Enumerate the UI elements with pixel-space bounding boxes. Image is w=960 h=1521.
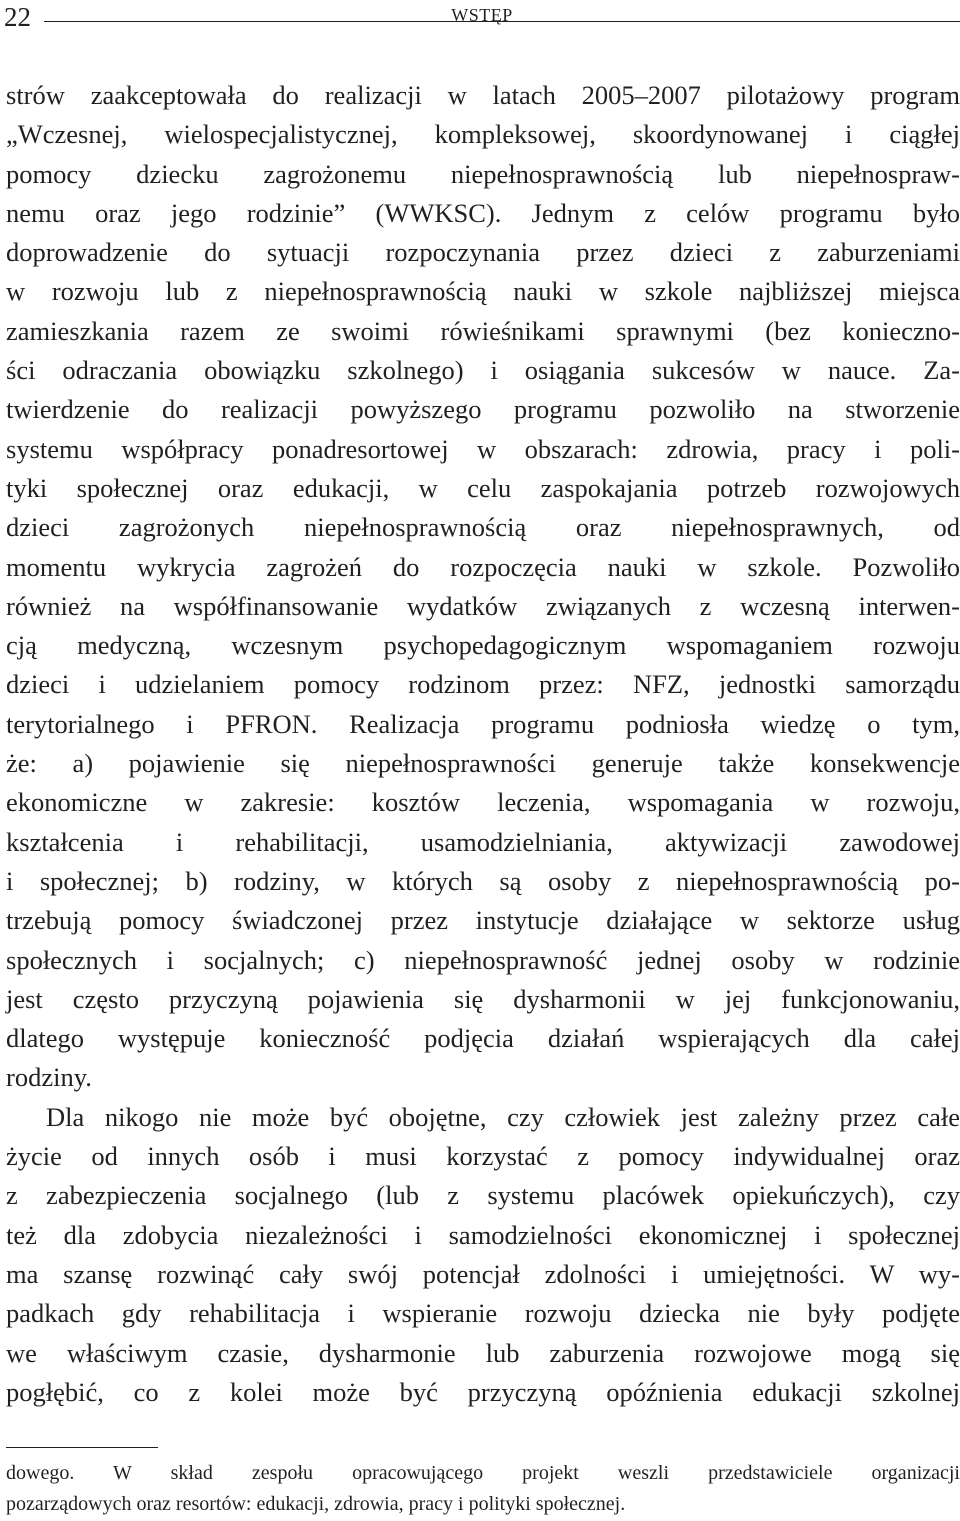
text-line: doprowadzenie do sytuacji rozpoczynania przez dzieci z zaburzeniami xyxy=(6,237,960,268)
text-line: strów zaakceptowała do realizacji w latach 2005–2007 pilotażowy program xyxy=(6,80,960,110)
footnote xyxy=(6,1458,960,1520)
text-line: też dla zdobycia niezależności i samodzielności ekonomicznej i społecznej xyxy=(6,1219,960,1250)
text-line: również na współfinansowanie wydatków związanych z wczesną interwen- xyxy=(6,590,960,621)
text-line: ści odraczania obowiązku szkolnego) i osiągania sukcesów w nauce. Za- xyxy=(6,355,960,386)
text-line: dzieci i udzielaniem pomocy rodzinom przez: NFZ, jednostki samorządu xyxy=(6,669,960,700)
footnote-line: dowego. W skład zespołu opracowującego projekt weszli przedstawiciele organizacji xyxy=(6,1462,960,1484)
text-line: zamieszkania razem ze swoimi rówieśnikami sprawnymi (bez konieczno- xyxy=(6,315,960,346)
body-text xyxy=(6,76,960,1412)
text-line: terytorialnego i PFRON. Realizacja programu podniosła wiedzę o tym, xyxy=(6,708,960,739)
text-line: Dla nikogo nie może być obojętne, czy człowiek jest zależny przez całe xyxy=(46,1101,960,1132)
text-line: dlatego występuje konieczność podjęcia działań wspierających dla całej xyxy=(6,1023,960,1054)
text-line: pomocy dziecku zagrożonemu niepełnosprawnością lub niepełnospraw- xyxy=(6,158,960,189)
footnote-rule xyxy=(6,1447,158,1448)
text-line: życie od innych osób i musi korzystać z pomocy indywidualnej oraz xyxy=(6,1141,960,1172)
text-line: dzieci zagrożonych niepełnosprawnością oraz niepełnosprawnych, od xyxy=(6,512,960,543)
text-line: pogłębić, co z kolei może być przyczyną opóźnienia edukacji szkolnej xyxy=(6,1376,960,1407)
text-line: kształcenia i rehabilitacji, usamodzielniania, aktywizacji zawodowej xyxy=(6,826,960,857)
paragraph xyxy=(6,76,960,1098)
text-line: rodziny. xyxy=(6,1062,92,1093)
text-line: tyki społecznej oraz edukacji, w celu zaspokajania potrzeb rozwojowych xyxy=(6,472,960,503)
text-line: nemu oraz jego rodzinie” (WWKSC). Jednym z celów programu było xyxy=(6,197,960,228)
text-line: systemu współpracy ponadresortowej w obszarach: zdrowia, pracy i poli- xyxy=(6,433,960,464)
running-title: WSTĘP xyxy=(451,5,513,25)
text-line: ekonomiczne w zakresie: kosztów leczenia, wspomagania w rozwoju, xyxy=(6,787,960,818)
page-number: 22 xyxy=(4,2,31,32)
text-line: ma szansę rozwinąć cały swój potencjał zdolności i umiejętności. W wy- xyxy=(6,1258,960,1289)
page-header xyxy=(4,0,960,36)
text-line: z zabezpieczenia socjalnego (lub z systemu placówek opiekuńczych), czy xyxy=(6,1180,960,1211)
text-line: jest często przyczyną pojawienia się dysharmonii w jej funkcjonowaniu, xyxy=(6,983,960,1014)
paragraph xyxy=(6,1098,960,1412)
text-line: że: a) pojawienie się niepełnosprawności generuje także konsekwencje xyxy=(6,748,960,779)
text-line: społecznych i socjalnych; c) niepełnosprawność jednej osoby w rodzinie xyxy=(6,944,960,975)
text-line: twierdzenie do realizacji powyższego programu pozwoliło na stworzenie xyxy=(6,394,960,425)
text-line: we właściwym czasie, dysharmonie lub zaburzenia rozwojowe mogą się xyxy=(6,1337,960,1368)
text-line: padkach gdy rehabilitacja i wspieranie rozwoju dziecka nie były podjęte xyxy=(6,1298,960,1329)
text-line: trzebują pomocy świadczonej przez instytucje działające w sektorze usług xyxy=(6,905,960,936)
footnote-line: pozarządowych oraz resortów: edukacji, zdrowia, pracy i polityki społecznej. xyxy=(6,1493,626,1515)
text-line: w rozwoju lub z niepełnosprawnością nauki w szkole najbliższej miejsca xyxy=(6,276,960,307)
text-line: momentu wykrycia zagrożeń do rozpoczęcia nauki w szkole. Pozwoliło xyxy=(6,551,960,582)
text-line: „Wczesnej, wielospecjalistycznej, kompleksowej, skoordynowanej i ciągłej xyxy=(6,119,960,150)
text-line: i społecznej; b) rodziny, w których są osoby z niepełnosprawnością po- xyxy=(6,865,960,896)
text-line: cją medyczną, wczesnym psychopedagogicznym wspomaganiem rozwoju xyxy=(6,630,960,661)
